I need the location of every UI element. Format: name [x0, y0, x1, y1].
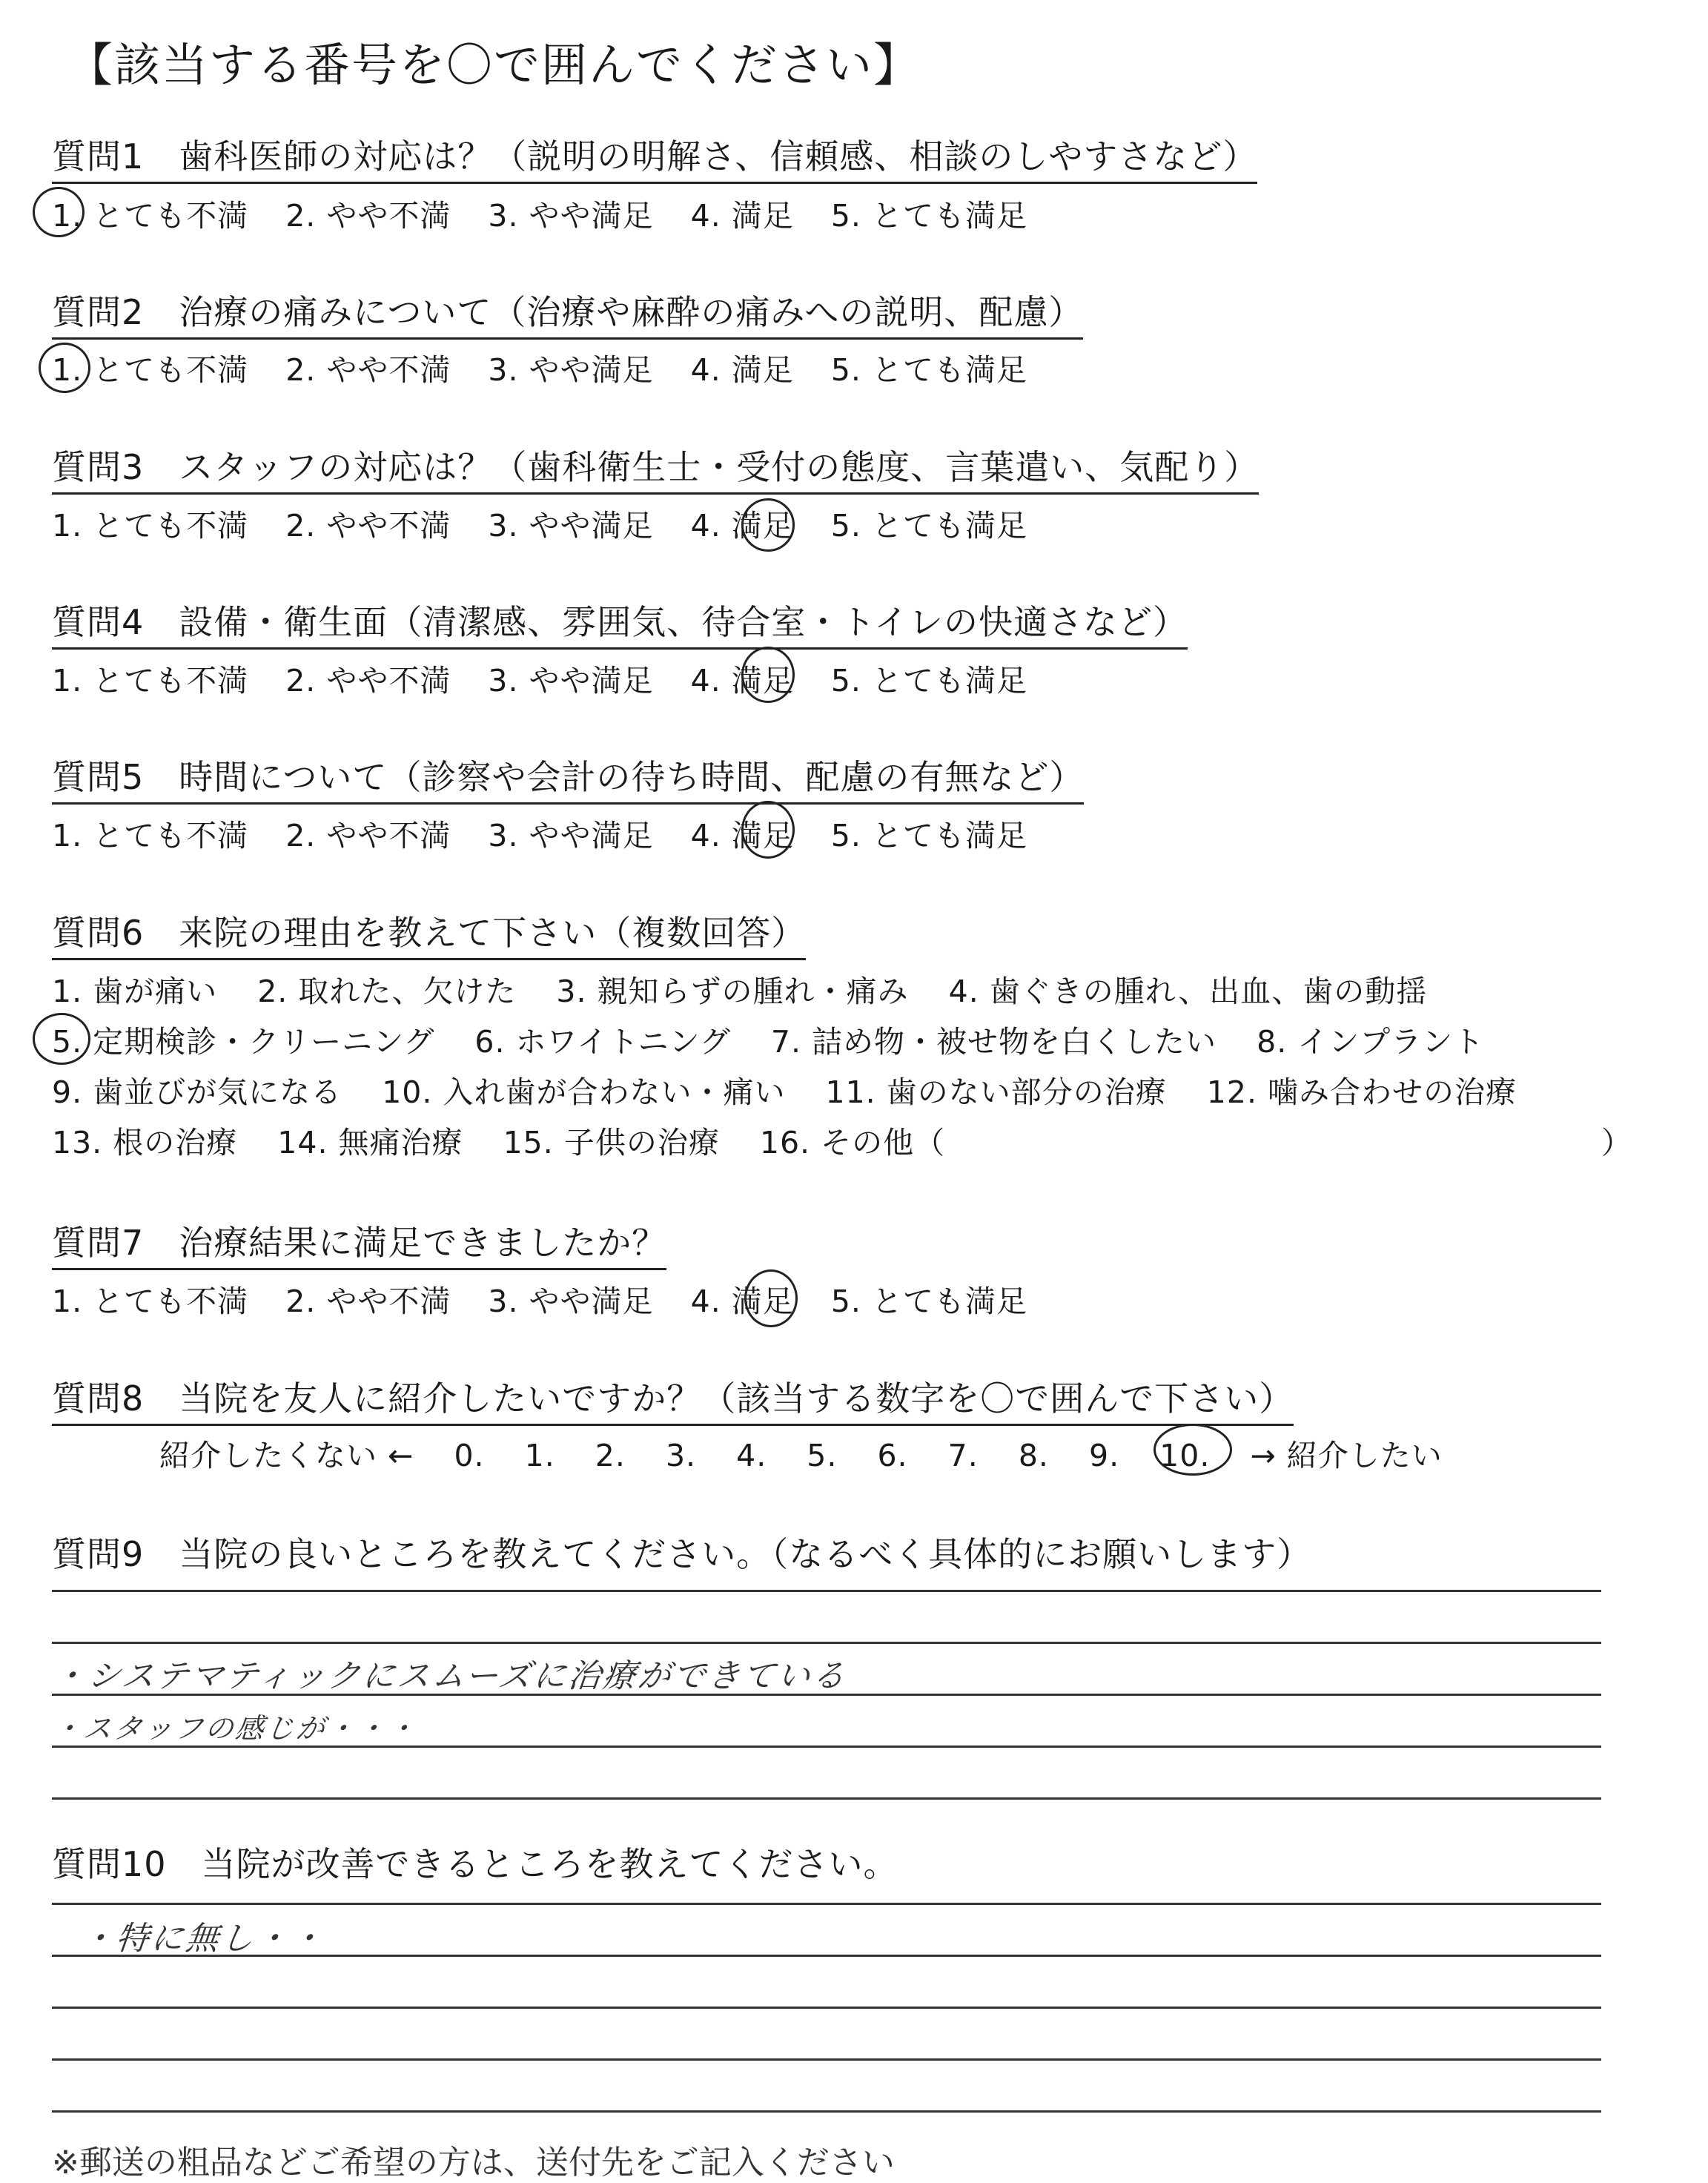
q6-row-4: [52, 1118, 945, 1162]
q3-option-5[interactable]: 5. とても満足: [830, 508, 1027, 544]
q1-options: [52, 191, 1027, 235]
q9-answer-line: [52, 1642, 1601, 1644]
q8-option-2[interactable]: 2.: [595, 1438, 626, 1473]
q8-right-label: → 紹介したい: [1250, 1438, 1443, 1473]
q6-option-11[interactable]: 11. 歯のない部分の治療: [825, 1074, 1167, 1110]
q9-handwritten-answer-2[interactable]: ・スタッフの感じが・・・: [51, 1712, 420, 1745]
q9-answer-line: [52, 1590, 1601, 1592]
q4-header: 質問4 設備・衛生面（清潔感、雰囲気、待合室・トイレの快適さなど）: [52, 595, 1188, 650]
q7-options: [52, 1277, 1027, 1321]
q6-option-12[interactable]: 12. 噛み合わせの治療: [1206, 1074, 1517, 1110]
q6-option-9[interactable]: 9. 歯並びが気になる: [52, 1074, 342, 1110]
q5-option-4[interactable]: 4. 満足: [690, 818, 794, 853]
q7-option-2[interactable]: 2. やや不満: [285, 1284, 451, 1319]
q6-option-8[interactable]: 8. インプラント: [1257, 1024, 1485, 1060]
q2-selection-circle: [39, 343, 90, 393]
q8-option-9[interactable]: 9.: [1088, 1438, 1120, 1473]
q10-answer-line: [52, 2058, 1601, 2061]
q3-option-4[interactable]: 4. 満足: [690, 508, 794, 544]
q6-other-close-paren: ）: [1601, 1125, 1632, 1160]
footer-note: ※郵送の粗品などご希望の方は、送付先をご記入ください: [52, 2144, 895, 2182]
q8-left-label: 紹介したくない ←: [159, 1438, 414, 1473]
q3-option-1[interactable]: 1. とても不満: [52, 508, 249, 544]
q6-option-1[interactable]: 1. 歯が痛い: [52, 974, 218, 1009]
q3-options: [52, 501, 1027, 545]
q6-option-5[interactable]: 5. 定期検診・クリーニング: [52, 1024, 435, 1060]
q6-row-1: [52, 967, 1427, 1011]
q3-selection-circle: [741, 498, 795, 552]
q1-header: 質問1 歯科医師の対応は？（説明の明解さ、信頼感、相談のしやすさなど）: [52, 130, 1257, 184]
q2-option-4[interactable]: 4. 満足: [690, 352, 794, 388]
q6-option-2[interactable]: 2. 取れた、欠けた: [257, 974, 517, 1009]
q6-row-3: [52, 1068, 1517, 1112]
q1-selection-circle: [33, 187, 85, 237]
q6-option-15[interactable]: 15. 子供の治療: [503, 1125, 720, 1160]
q6-option-7[interactable]: 7. 詰め物・被せ物を白くしたい: [770, 1024, 1217, 1060]
q2-header: 質問2 治療の痛みについて（治療や麻酔の痛みへの説明、配慮）: [52, 285, 1083, 340]
q2-option-1[interactable]: 1. とても不満: [52, 352, 249, 388]
q1-option-3[interactable]: 3. やや満足: [488, 198, 654, 234]
q3-header: 質問3 スタッフの対応は？（歯科衛生士・受付の態度、言葉遣い、気配り）: [52, 440, 1259, 495]
q6-option-16[interactable]: 16. その他（: [759, 1125, 946, 1160]
q4-options: [52, 656, 1027, 700]
q6-option-10[interactable]: 10. 入れ歯が合わない・痛い: [382, 1074, 786, 1110]
q4-option-5[interactable]: 5. とても満足: [830, 663, 1027, 699]
q8-option-1[interactable]: 1.: [524, 1438, 555, 1473]
q4-option-1[interactable]: 1. とても不満: [52, 663, 249, 699]
q6-option-6[interactable]: 6. ホワイトニング: [474, 1024, 731, 1060]
q10-header: 質問10 当院が改善できるところを教えてください。: [52, 1844, 898, 1884]
q2-option-5[interactable]: 5. とても満足: [830, 352, 1027, 388]
q6-header: 質問6 来院の理由を教えて下さい（複数回答）: [52, 906, 806, 960]
q1-option-5[interactable]: 5. とても満足: [830, 198, 1027, 234]
page-title: 【該当する番号を〇で囲んでください】: [67, 38, 921, 92]
q8-option-8[interactable]: 8.: [1018, 1438, 1049, 1473]
q6-option-14[interactable]: 14. 無痛治療: [277, 1125, 463, 1160]
q8-option-6[interactable]: 6.: [877, 1438, 908, 1473]
q3-option-2[interactable]: 2. やや不満: [285, 508, 451, 544]
q7-header: 質問7 治療結果に満足できましたか？: [52, 1216, 666, 1270]
q5-header: 質問5 時間について（診察や会計の待ち時間、配慮の有無など）: [52, 750, 1084, 805]
q5-option-2[interactable]: 2. やや不満: [285, 818, 451, 853]
q7-option-4[interactable]: 4. 満足: [690, 1284, 794, 1319]
q1-option-1[interactable]: 1. とても不満: [52, 198, 249, 234]
q2-option-2[interactable]: 2. やや不満: [285, 352, 451, 388]
q10-answer-line: [52, 2007, 1601, 2009]
q4-option-2[interactable]: 2. やや不満: [285, 663, 451, 699]
q8-header: 質問8 当院を友人に紹介したいですか？（該当する数字を〇で囲んで下さい）: [52, 1372, 1294, 1426]
q8-option-0[interactable]: 0.: [454, 1438, 485, 1473]
q5-options: [52, 811, 1027, 855]
q1-option-2[interactable]: 2. やや不満: [285, 198, 451, 234]
q6-option-4[interactable]: 4. 歯ぐきの腫れ、出血、歯の動揺: [948, 974, 1428, 1009]
q5-option-5[interactable]: 5. とても満足: [830, 818, 1027, 853]
q10-handwritten-answer-1[interactable]: ・特に無し・・: [79, 1920, 328, 1958]
q6-row-2: [52, 1017, 1484, 1061]
q5-option-1[interactable]: 1. とても不満: [52, 818, 249, 853]
q2-options: [52, 346, 1027, 389]
q6-option-13[interactable]: 13. 根の治療: [52, 1125, 238, 1160]
q4-option-3[interactable]: 3. やや満足: [488, 663, 654, 699]
q7-option-1[interactable]: 1. とても不満: [52, 1284, 249, 1319]
q8-option-4[interactable]: 4.: [736, 1438, 767, 1473]
q3-option-3[interactable]: 3. やや満足: [488, 508, 654, 544]
q5-selection-circle: [741, 801, 795, 859]
q8-selection-circle: [1153, 1424, 1232, 1476]
q9-handwritten-answer-1[interactable]: ・システマティックにスムーズに治療ができている: [50, 1657, 850, 1695]
q9-answer-line: [52, 1797, 1601, 1800]
q9-header: 質問9 当院の良いところを教えてください。（なるべく具体的にお願いします）: [52, 1534, 1312, 1574]
q8-option-7[interactable]: 7.: [947, 1438, 979, 1473]
q6-selection-circle: [33, 1013, 90, 1065]
q5-option-3[interactable]: 3. やや満足: [488, 818, 654, 853]
q8-option-5[interactable]: 5.: [807, 1438, 838, 1473]
q1-option-4[interactable]: 4. 満足: [690, 198, 794, 234]
q7-selection-circle: [744, 1269, 798, 1327]
q6-option-3[interactable]: 3. 親知らずの腫れ・痛み: [556, 974, 909, 1009]
q2-option-3[interactable]: 3. やや満足: [488, 352, 654, 388]
q4-option-4[interactable]: 4. 満足: [690, 663, 794, 699]
q8-scale: [159, 1431, 1443, 1475]
q4-selection-circle: [741, 647, 795, 703]
q8-option-10[interactable]: 10.: [1159, 1438, 1211, 1473]
q10-answer-line: [52, 1903, 1601, 1905]
q10-answer-line: [52, 2110, 1601, 2113]
q8-option-3[interactable]: 3.: [665, 1438, 697, 1473]
q7-option-5[interactable]: 5. とても満足: [830, 1284, 1027, 1319]
q7-option-3[interactable]: 3. やや満足: [488, 1284, 654, 1319]
